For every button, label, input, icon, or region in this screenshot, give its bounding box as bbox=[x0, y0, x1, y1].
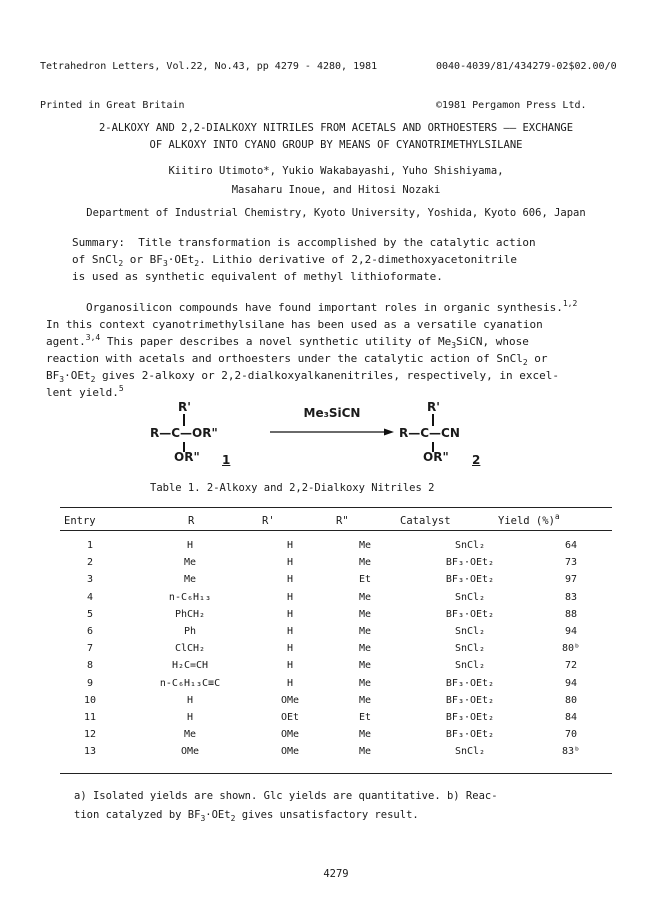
r-prime-cell: H bbox=[286, 557, 294, 569]
r-double-prime-cell: Me bbox=[358, 557, 372, 569]
copyright-block bbox=[436, 34, 617, 125]
r-prime-cell: H bbox=[286, 540, 294, 552]
r-prime-cell: H bbox=[286, 574, 294, 586]
journal-citation bbox=[40, 34, 377, 125]
yield-cell: 73 bbox=[564, 557, 578, 569]
para-line-6: lent yield.$^5$ bbox=[46, 384, 124, 399]
para-line-1: Organosilicon compounds have found important roles in organic synthesis.$^{1,2}$ bbox=[86, 299, 578, 314]
entry-cell: 13 bbox=[83, 746, 97, 758]
r-double-prime-cell: Et bbox=[358, 574, 372, 586]
r-cell: Ph bbox=[183, 626, 197, 638]
table-row bbox=[60, 743, 612, 760]
table-row bbox=[60, 640, 612, 657]
compound-2-label: 2 bbox=[472, 453, 481, 467]
footnote-line-2: tion catalyzed by $BF_3\cdot OEt_2$ gives unsatisfactory result. bbox=[74, 809, 419, 823]
intro-paragraph bbox=[46, 299, 636, 401]
r-cell: PhCH₂ bbox=[174, 608, 206, 620]
r-double-prime-cell: Me bbox=[358, 540, 372, 552]
catalyst-cell: BF₃·OEt₂ bbox=[445, 677, 495, 689]
reactant-bond-top bbox=[183, 414, 185, 426]
yield-cell: 64 bbox=[564, 540, 578, 552]
entry-cell: 2 bbox=[86, 557, 94, 569]
product-r-prime: R' bbox=[427, 400, 440, 414]
r-cell: H bbox=[186, 694, 194, 706]
reactant-or: OR" bbox=[174, 450, 200, 464]
r-prime-cell: OMe bbox=[280, 746, 300, 758]
table-row bbox=[60, 692, 612, 709]
r-prime-cell: OMe bbox=[280, 729, 300, 741]
catalyst-cell: BF₃·OEt₂ bbox=[445, 557, 495, 569]
summary-line-2: of SnCl$_2$ or $BF_3\cdot OEt_2$. Lithio derivative of 2,2-dimethoxyacetonitrile bbox=[72, 253, 517, 268]
catalyst-cell: BF₃·OEt₂ bbox=[445, 711, 495, 723]
table-bottom-rule bbox=[60, 773, 612, 774]
title-line-1: 2-ALKOXY AND 2,2-DIALKOXY NITRILES FROM ACETALS AND ORTHOESTERS —— EXCHANGE bbox=[98, 122, 574, 134]
r-prime-cell: H bbox=[286, 643, 294, 655]
product-bond-top bbox=[432, 414, 434, 426]
catalyst-cell: SnCl₂ bbox=[454, 540, 486, 552]
entry-cell: 12 bbox=[83, 729, 97, 741]
yield-cell: 88 bbox=[564, 608, 578, 620]
para-line-5: $BF_3\cdot OEt_2$ gives 2-alkoxy or 2,2-dialkoxyalkanenitriles, respectively, in excel- bbox=[46, 369, 559, 384]
reaction-scheme bbox=[150, 400, 550, 470]
r-double-prime-cell: Me bbox=[358, 746, 372, 758]
entry-cell: 7 bbox=[86, 643, 94, 655]
r-double-prime-cell: Me bbox=[358, 660, 372, 672]
r-double-prime-cell: Et bbox=[358, 711, 372, 723]
summary-line-3: is used as synthetic equivalent of methyl lithioformate. bbox=[72, 270, 443, 283]
article-code: 0040-4039/81/434279-02$02.00/0 bbox=[436, 61, 617, 72]
nitriles-table bbox=[60, 537, 612, 760]
col-header-r-prime: R' bbox=[262, 515, 275, 527]
r-prime-cell: H bbox=[286, 677, 294, 689]
product-core: R—C—CN bbox=[399, 426, 460, 440]
catalyst-cell: SnCl₂ bbox=[454, 643, 486, 655]
col-header-r-double-prime: R" bbox=[336, 515, 349, 527]
r-cell: n-C₆H₁₃C≡C bbox=[159, 677, 221, 689]
authors-line-2: Masaharu Inoue, and Hitosi Nozaki bbox=[231, 184, 441, 196]
r-prime-cell: H bbox=[286, 660, 294, 672]
col-header-r: R bbox=[188, 515, 195, 527]
catalyst-cell: SnCl₂ bbox=[454, 746, 486, 758]
table-row bbox=[60, 726, 612, 743]
r-cell: OMe bbox=[180, 746, 200, 758]
table-row bbox=[60, 623, 612, 640]
table-row bbox=[60, 589, 612, 606]
yield-cell: 80ᵇ bbox=[561, 643, 581, 655]
reactant-r-prime: R' bbox=[178, 400, 191, 414]
table-row bbox=[60, 571, 612, 588]
page-number: 4279 bbox=[323, 868, 349, 880]
col-header-yield: Yield (%)$^a$ bbox=[498, 512, 560, 527]
footnote-line-1: a) Isolated yields are shown. Glc yields are quantitative. b) Reac- bbox=[74, 790, 498, 802]
r-cell: H bbox=[186, 540, 194, 552]
copyright-line: ©1981 Pergamon Press Ltd. bbox=[436, 100, 587, 111]
r-double-prime-cell: Me bbox=[358, 626, 372, 638]
table-row bbox=[60, 709, 612, 726]
entry-cell: 9 bbox=[86, 677, 94, 689]
entry-cell: 4 bbox=[86, 591, 94, 603]
r-double-prime-cell: Me bbox=[358, 694, 372, 706]
entry-cell: 5 bbox=[86, 608, 94, 620]
r-double-prime-cell: Me bbox=[358, 677, 372, 689]
r-double-prime-cell: Me bbox=[358, 591, 372, 603]
table-top-rule bbox=[60, 507, 612, 508]
catalyst-cell: BF₃·OEt₂ bbox=[445, 729, 495, 741]
yield-cell: 94 bbox=[564, 677, 578, 689]
entry-cell: 8 bbox=[86, 660, 94, 672]
r-prime-cell: OEt bbox=[280, 711, 300, 723]
yield-cell: 70 bbox=[564, 729, 578, 741]
table-row bbox=[60, 554, 612, 571]
r-double-prime-cell: Me bbox=[358, 608, 372, 620]
r-double-prime-cell: Me bbox=[358, 729, 372, 741]
table-header-rule bbox=[60, 530, 612, 531]
summary-label: Summary: bbox=[72, 236, 125, 249]
catalyst-cell: SnCl₂ bbox=[454, 626, 486, 638]
catalyst-cell: BF₃·OEt₂ bbox=[445, 608, 495, 620]
table-caption: Table 1. 2-Alkoxy and 2,2-Dialkoxy Nitriles 2 bbox=[150, 482, 435, 494]
summary-line-1: Summary: Title transformation is accomplished by the catalytic action bbox=[72, 236, 536, 249]
r-cell: ClCH₂ bbox=[174, 643, 206, 655]
article-title bbox=[0, 120, 672, 154]
reaction-arrow-icon bbox=[270, 427, 394, 437]
entry-cell: 6 bbox=[86, 626, 94, 638]
r-cell: H bbox=[186, 711, 194, 723]
entry-cell: 11 bbox=[83, 711, 97, 723]
yield-cell: 94 bbox=[564, 626, 578, 638]
affiliation: Department of Industrial Chemistry, Kyoto University, Yoshida, Kyoto 606, Japan bbox=[86, 207, 586, 219]
yield-cell: 84 bbox=[564, 711, 578, 723]
r-cell: H₂C=CH bbox=[171, 660, 209, 672]
col-header-catalyst: Catalyst bbox=[400, 515, 451, 527]
r-prime-cell: H bbox=[286, 591, 294, 603]
r-cell: Me bbox=[183, 729, 197, 741]
yield-cell: 72 bbox=[564, 660, 578, 672]
r-double-prime-cell: Me bbox=[358, 643, 372, 655]
journal-line: Tetrahedron Letters, Vol.22, No.43, pp 4279 - 4280, 1981 bbox=[40, 61, 378, 72]
authors-line-1: Kiitiro Utimoto*, Yukio Wakabayashi, Yuho Shishiyama, bbox=[168, 165, 504, 177]
title-line-2: OF ALKOXY INTO CYANO GROUP BY MEANS OF CYANOTRIMETHYLSILANE bbox=[149, 139, 523, 151]
table-row bbox=[60, 657, 612, 674]
r-prime-cell: OMe bbox=[280, 694, 300, 706]
r-cell: n-C₆H₁₃ bbox=[168, 591, 212, 603]
catalyst-cell: SnCl₂ bbox=[454, 591, 486, 603]
summary bbox=[72, 234, 612, 285]
table-row bbox=[60, 675, 612, 692]
yield-cell: 97 bbox=[564, 574, 578, 586]
catalyst-cell: BF₃·OEt₂ bbox=[445, 574, 495, 586]
para-line-2: In this context cyanotrimethylsilane has been used as a versatile cyanation bbox=[46, 318, 543, 331]
r-cell: Me bbox=[183, 574, 197, 586]
yield-cell: 80 bbox=[564, 694, 578, 706]
table-row bbox=[60, 606, 612, 623]
yield-cell: 83 bbox=[564, 591, 578, 603]
para-line-3: agent.$^{3,4}$ This paper describes a novel synthetic utility of $Me_3SiCN$, whose bbox=[46, 333, 529, 350]
catalyst-cell: BF₃·OEt₂ bbox=[445, 694, 495, 706]
r-prime-cell: H bbox=[286, 608, 294, 620]
authors bbox=[0, 162, 672, 200]
entry-cell: 10 bbox=[83, 694, 97, 706]
yield-cell: 83ᵇ bbox=[561, 746, 581, 758]
table-footnotes bbox=[74, 787, 614, 825]
para-line-4: reaction with acetals and orthoesters under the catalytic action of SnCl$_2$ or bbox=[46, 352, 548, 367]
reagent-label: Me₃SiCN bbox=[303, 406, 361, 420]
r-cell: Me bbox=[183, 557, 197, 569]
compound-1-label: 1 bbox=[222, 453, 231, 467]
entry-cell: 1 bbox=[86, 540, 94, 552]
col-header-entry: Entry bbox=[64, 515, 96, 527]
table-row bbox=[60, 537, 612, 554]
entry-cell: 3 bbox=[86, 574, 94, 586]
printed-line: Printed in Great Britain bbox=[40, 100, 185, 111]
product-or: OR" bbox=[423, 450, 449, 464]
reactant-core: R—C—OR" bbox=[150, 426, 218, 440]
catalyst-cell: SnCl₂ bbox=[454, 660, 486, 672]
r-prime-cell: H bbox=[286, 626, 294, 638]
